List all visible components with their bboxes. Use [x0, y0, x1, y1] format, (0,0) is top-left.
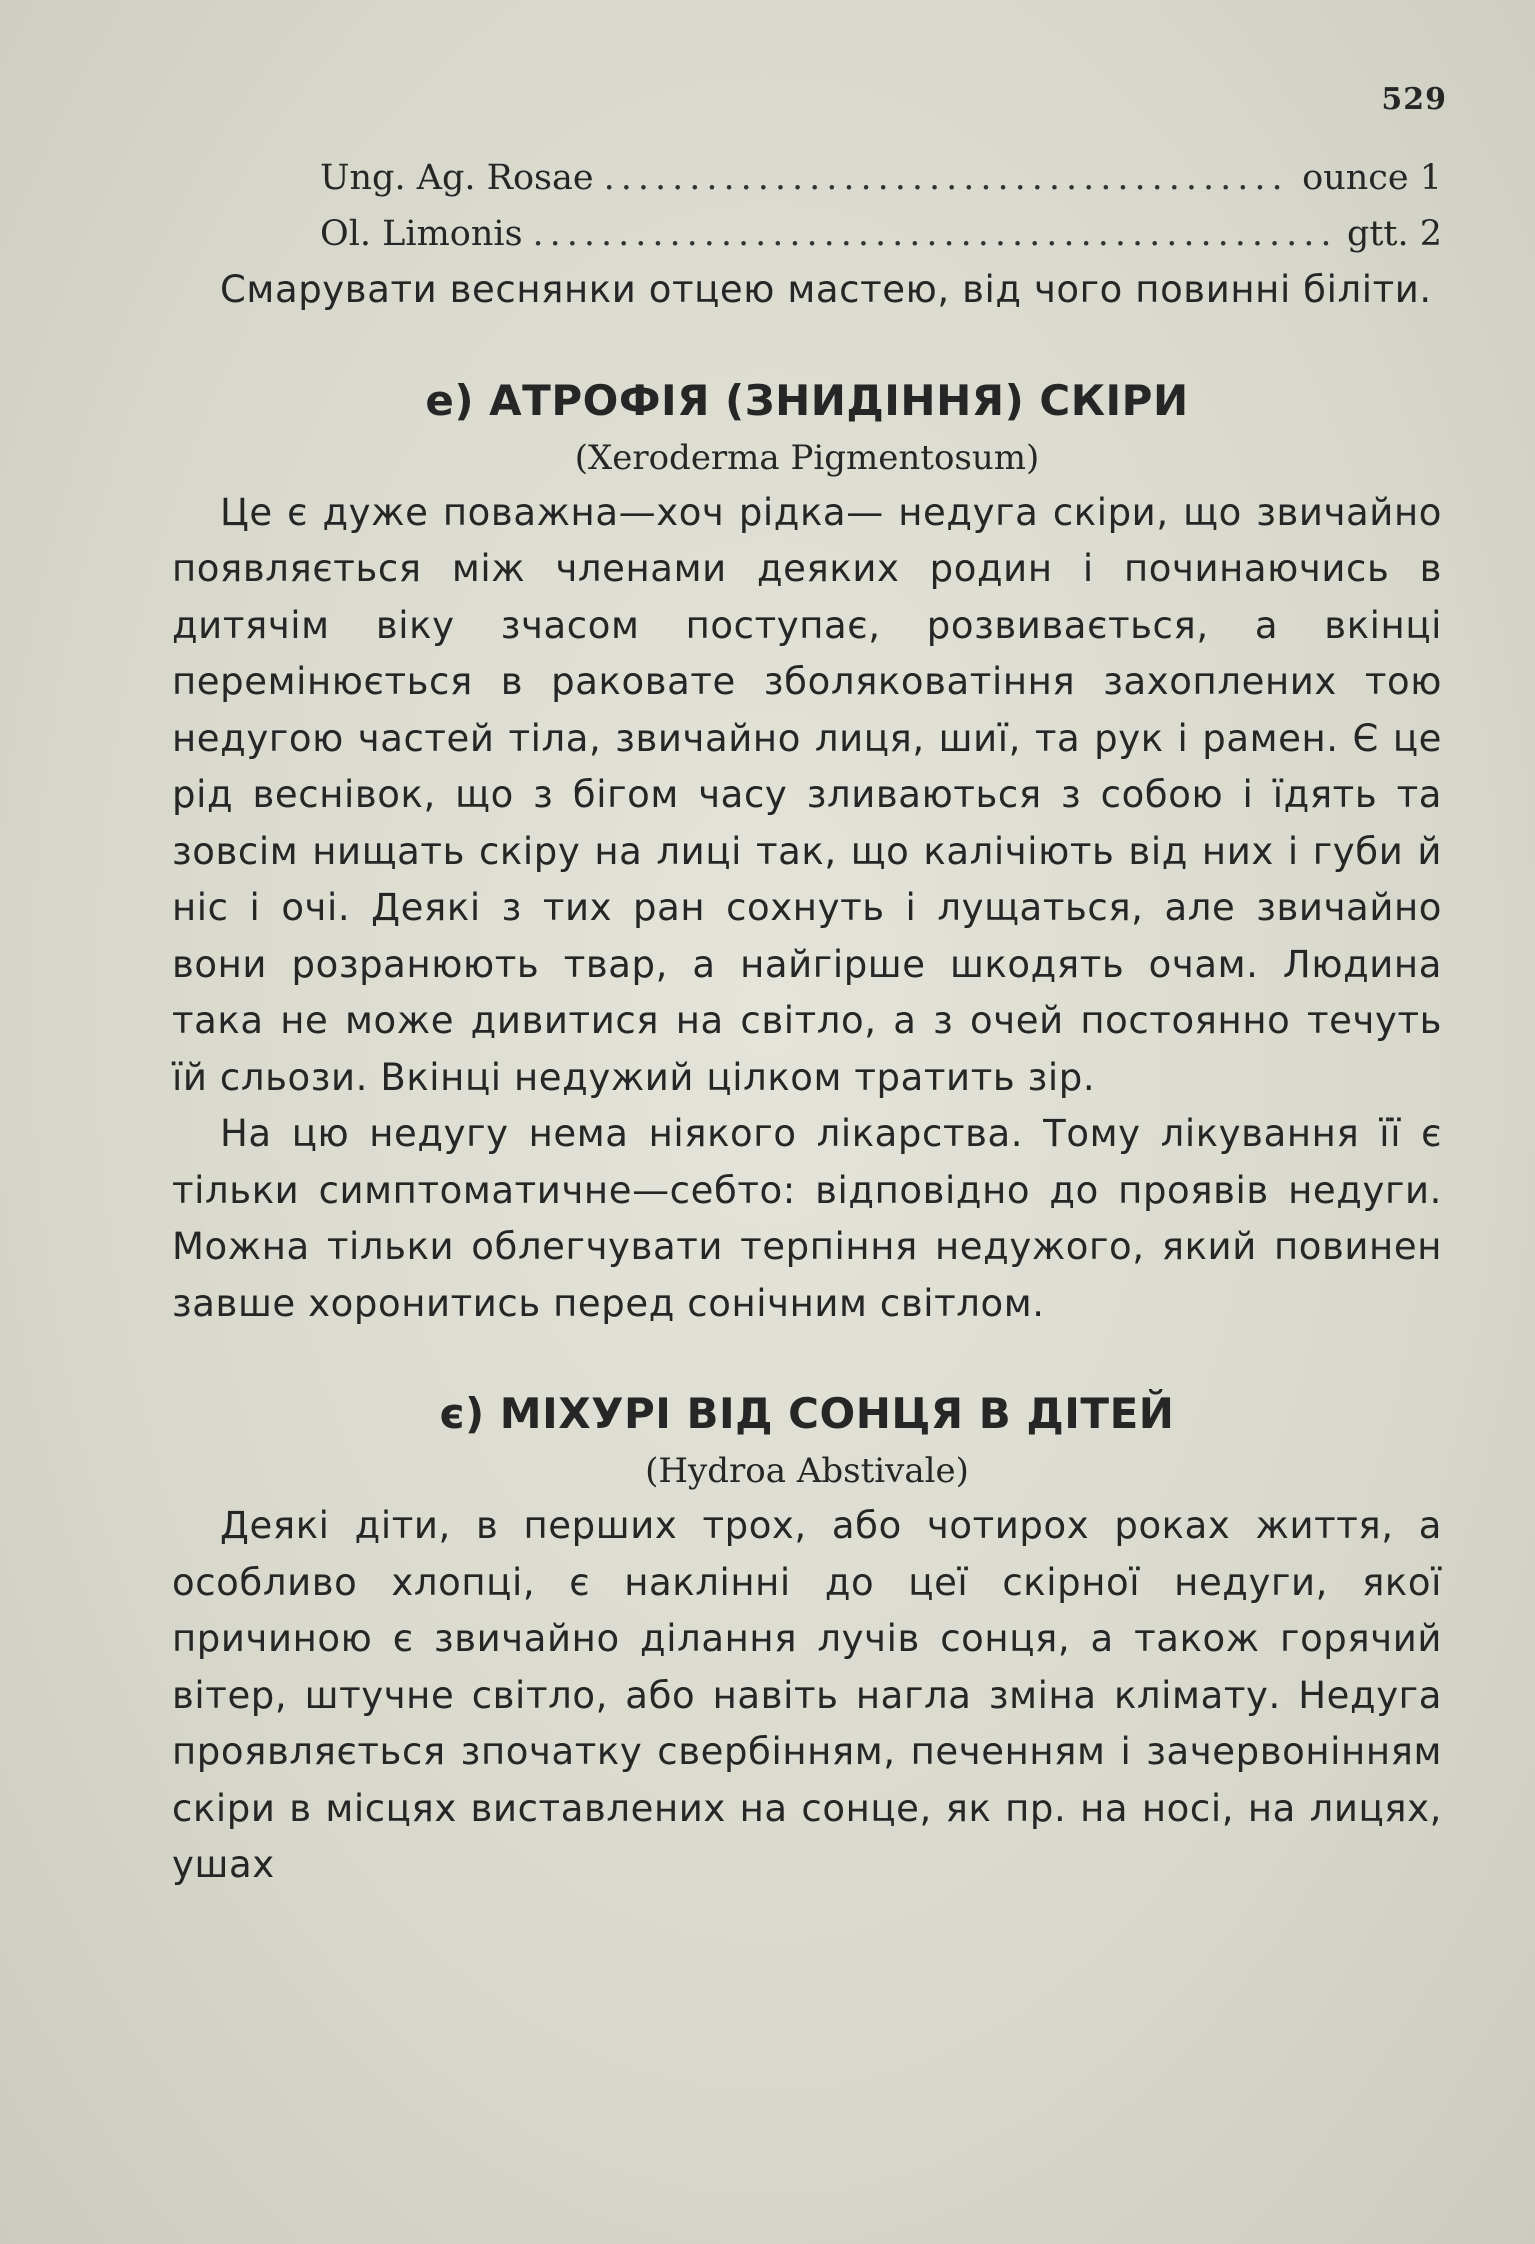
- intro-paragraph: Смарувати веснянки отцею мастею, від чого повинні біліти.: [220, 268, 1432, 311]
- prescription-line: [320, 206, 1442, 262]
- body-paragraph: Деякі діти, в перших трох, або чотирох роках життя, а особливо хлопці, є наклінні до цеї скірної недуги, якої причиною є звичайно ділання лучів сонця, а також горячий вітер, штучне світло, або навіть нагла зміна клімату. Недуга проявляється зпочатку свербінням, печенням і зачервонінням скіри в місцях виставлених на сонце, як пр. на носі, на лицях, ушах: [172, 1504, 1442, 1886]
- prescription-dose: gtt. 2: [1346, 214, 1442, 254]
- body-paragraph: Це є дуже поважна—хоч рідка— недуга скіри, що звичайно появляється між членами деяких родин і починаючись в дитячім віку зчасом поступає, розвивається, а вкінці перемінюється в раковате зболяковатіння захоплених тою недугою частей тіла, звичайно лиця, шиї, та рук і рамен. Є це рід веснівок, що з бігом часу зливаються з собою і їдять та зовсім нищать скіру на лиці так, що калічіють від них і губи й ніс і очі. Деякі з тих ран сохнуть і лущаться, але звичайно вони розранюють твар, а найгірше шкодять очам. Людина така не може дивитися на світло, а з очей постоянно течуть їй сльози. Вкінці недужий цілком тратить зір.: [172, 490, 1442, 1099]
- section-heading-sun-blisters: є) МІХУРІ ВІД СОНЦЯ В ДІТЕЙ: [439, 1389, 1175, 1438]
- page-number: 529: [1381, 82, 1447, 117]
- section-latin-name-sun-blisters: (Hydroa Abstivale): [645, 1451, 969, 1491]
- page-content: [172, 150, 1442, 1894]
- prescription-ingredient: Ol. Limonis: [320, 214, 523, 254]
- dot-leader: [604, 150, 1293, 206]
- dot-leader: [533, 206, 1337, 262]
- section-latin-name-atrophy: (Xeroderma Pigmentosum): [574, 437, 1040, 478]
- prescription-ingredient: Ung. Ag. Rosae: [320, 158, 594, 198]
- section-heading-atrophy: е) АТРОФІЯ (ЗНИДІННЯ) СКІРИ: [425, 375, 1189, 425]
- prescription-line: [320, 150, 1442, 206]
- prescription-dose: ounce 1: [1302, 158, 1442, 198]
- body-paragraph: На цю недугу нема ніякого лікарства. Тому лікування її є тільки симптоматичне—себто: відповідно до проявів недуги. Можна тільки облегчувати терпіння недужого, який повинен завше хоронитись перед сонічним світлом.: [172, 1112, 1442, 1325]
